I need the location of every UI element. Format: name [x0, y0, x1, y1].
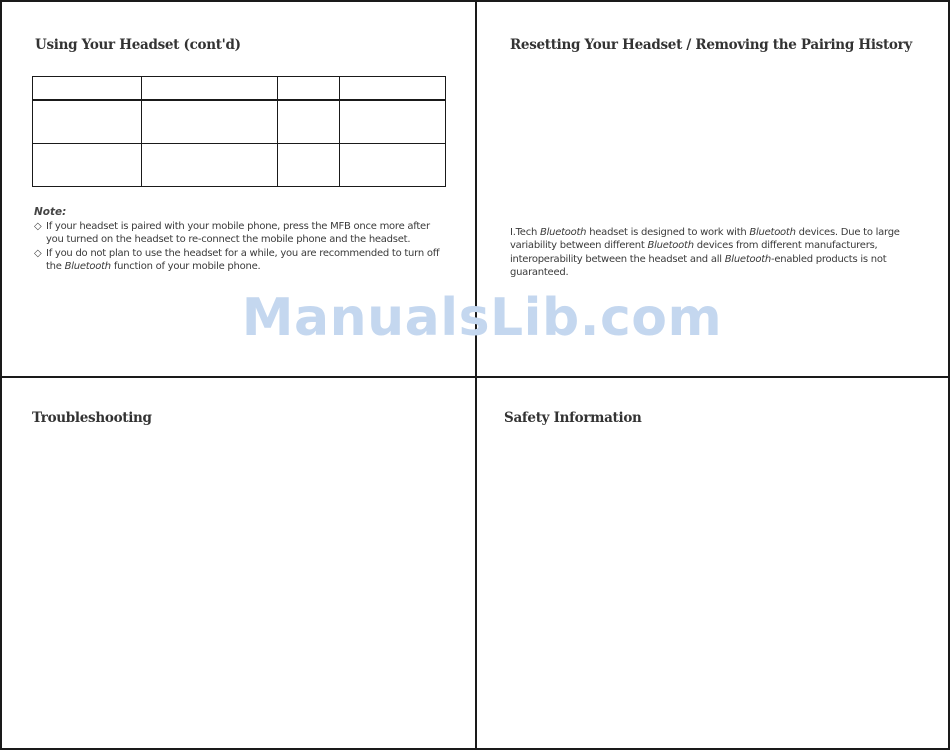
table-row: [33, 100, 446, 144]
diamond-bullet-icon: ◇: [34, 248, 42, 259]
watermark-logo: ManualsLib.com: [241, 288, 723, 348]
paragraph-text: devices. Due to large variability between different: [510, 227, 900, 252]
note-text: If you do not plan to use the headset for a while, you are recommended to turn off the: [46, 248, 440, 272]
paragraph-text: headset is designed to work with: [586, 227, 750, 238]
note-text-emphasis: Bluetooth: [64, 261, 111, 272]
table-row: [33, 144, 446, 187]
table-cell: [340, 144, 446, 187]
page-title-resetting-headset: Resetting Your Headset / Removing the Pairing History: [510, 37, 912, 53]
note-item: [34, 220, 444, 246]
table-cell: [278, 144, 340, 187]
note-text: function of your mobile phone.: [110, 261, 261, 272]
note-title: Note:: [34, 206, 67, 218]
page-resetting-headset: [475, 0, 950, 378]
table-header-cell: [278, 77, 340, 101]
note-text: If your headset is paired with your mobile phone, press the MFB once more after you turned on the headset to re-connect the mobile phone and the headset.: [46, 221, 430, 245]
paragraph-emphasis: Bluetooth: [647, 240, 694, 252]
page-title-troubleshooting: Troubleshooting: [32, 410, 152, 426]
paragraph-text: -enabled products is not guaranteed.: [510, 253, 887, 278]
page-title-safety-information: Safety Information: [504, 410, 642, 426]
note-item: [34, 247, 444, 273]
page-using-headset: [0, 0, 477, 378]
page-title-using-headset: Using Your Headset (cont'd): [35, 37, 241, 53]
table-header-cell: [141, 77, 278, 101]
paragraph-emphasis: Bluetooth: [539, 227, 587, 238]
table-header-cell: [340, 77, 446, 101]
note-list: [34, 220, 444, 274]
function-table: [32, 76, 446, 187]
diamond-bullet-icon: ◇: [34, 221, 42, 232]
table-cell: [278, 100, 340, 144]
paragraph-text: devices from different manufacturers, interoperability between the headset and all: [510, 240, 878, 265]
table-cell: [141, 100, 278, 144]
compatibility-paragraph: [510, 226, 910, 279]
paragraph-text: I.Tech: [510, 227, 540, 238]
table-cell: [340, 100, 446, 144]
table-header-row: [33, 77, 446, 101]
page-safety-information: [475, 376, 950, 750]
table-cell: [141, 144, 278, 187]
table-header-cell: [33, 77, 142, 101]
table-cell: [33, 100, 142, 144]
paragraph-emphasis: Bluetooth: [749, 227, 796, 238]
table-cell: [33, 144, 142, 187]
paragraph-emphasis: Bluetooth: [724, 253, 771, 265]
page-troubleshooting: [0, 376, 477, 750]
